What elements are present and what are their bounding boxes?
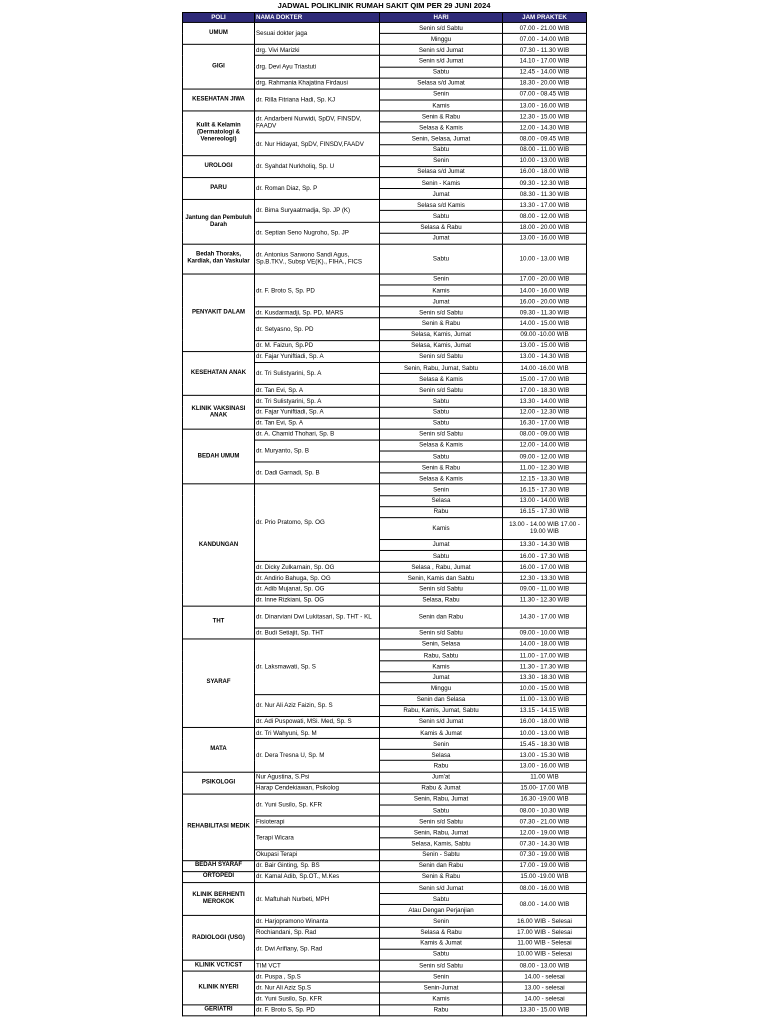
- day-cell: Selasa , Rabu, Jumat: [380, 562, 503, 573]
- doctor-cell: dr. F. Broto S, Sp. PD: [255, 1004, 380, 1015]
- time-cell: 09.00 -10.00 WIB: [503, 329, 587, 340]
- table-row: [183, 89, 587, 100]
- time-cell: 09.30 - 12.30 WIB: [503, 178, 587, 189]
- time-cell: 10.00 WIB - Selesai: [503, 949, 587, 960]
- poli-cell: KESEHATAN JIWA: [183, 89, 255, 111]
- day-cell: Kamis & Jumat: [380, 727, 503, 738]
- doctor-cell: dr. Bima Suryaatmadja, Sp. JP (K): [255, 200, 380, 222]
- day-cell: Rabu, Kamis, Jumat, Sabtu: [380, 705, 503, 716]
- doctor-cell: dr. Yuni Susilo, Sp. KFR: [255, 794, 380, 816]
- day-cell: Senin, Kamis dan Sabtu: [380, 573, 503, 584]
- time-cell: 08.00 - 10.30 WIB: [503, 805, 587, 816]
- poli-cell: PARU: [183, 178, 255, 200]
- day-cell: Selasa: [380, 750, 503, 761]
- table-row: [183, 639, 587, 650]
- time-cell: 14.00 - 18.00 WIB: [503, 639, 587, 650]
- time-cell: 14.00 - selesai: [503, 971, 587, 982]
- time-cell: 16.00 - 18.00 WIB: [503, 716, 587, 727]
- day-cell: Sabtu: [380, 407, 503, 418]
- page-title: JADWAL POLIKLINIK RUMAH SAKIT QIM PER 29 JUNI 2024: [277, 1, 491, 10]
- doctor-cell: drg. Rahmania Khajatina Firdausi: [255, 78, 380, 89]
- day-cell: Rabu: [380, 1004, 503, 1015]
- time-cell: 11.00 - 17.00 WIB: [503, 650, 587, 661]
- time-cell: 08.00 - 14.00 WIB: [503, 894, 587, 916]
- time-cell: 16.00 - 20.00 WIB: [503, 296, 587, 307]
- table-row: [183, 727, 587, 738]
- table-row: [183, 45, 587, 56]
- day-cell: Senin & Rabu: [380, 462, 503, 473]
- day-cell: Selasa & Kamis: [380, 440, 503, 451]
- time-cell: 15.00 - 17.00 WIB: [503, 374, 587, 385]
- poli-cell: BEDAH SYARAF: [183, 860, 255, 871]
- time-cell: 12.00 - 12.30 WIB: [503, 407, 587, 418]
- doctor-cell: Harap Cendekiawan, Psikolog: [255, 783, 380, 794]
- header-doctor: NAMA DOKTER: [255, 12, 380, 22]
- doctor-cell: Okupasi Terapi: [255, 849, 380, 860]
- doctor-cell: dr. Dinarviani Dwi Lukitasari, Sp. THT - KL: [255, 606, 380, 628]
- doctor-cell: dr. Tan Evi, Sp. A: [255, 418, 380, 429]
- day-cell: Selasa & Kamis: [380, 473, 503, 484]
- day-cell: Senin: [380, 739, 503, 750]
- doctor-cell: dr. Andarbeni Nurwidi, SpDV, FINSDV, FAADV: [255, 111, 380, 133]
- time-cell: 18.30 - 20.00 WIB: [503, 78, 587, 89]
- doctor-cell: dr. Tri Wahyuni, Sp. M: [255, 727, 380, 738]
- day-cell: Senin s/d Sabtu: [380, 22, 503, 33]
- time-cell: 17.00 - 20.00 WIB: [503, 274, 587, 285]
- table-row: [183, 178, 587, 189]
- header-row: [183, 12, 587, 22]
- time-cell: 13.00 - 15.30 WIB: [503, 750, 587, 761]
- poli-cell: KANDUNGAN: [183, 484, 255, 606]
- doctor-cell: dr. Roman Diaz, Sp. P: [255, 178, 380, 200]
- doctor-cell: Fisioterapi: [255, 816, 380, 827]
- doctor-cell: dr. Yuni Susilo, Sp. KFR: [255, 993, 380, 1004]
- day-cell: Senin dan Selasa: [380, 694, 503, 705]
- day-cell: Minggu: [380, 683, 503, 694]
- doctor-cell: Rochiandani, Sp. Rad: [255, 927, 380, 938]
- doctor-cell: dr. Adi Puspowati, MSi. Med, Sp. S: [255, 716, 380, 727]
- day-cell: Jumat: [380, 672, 503, 683]
- day-cell: Senin & Rabu: [380, 318, 503, 329]
- time-cell: 12.00 - 14.00 WIB: [503, 440, 587, 451]
- time-cell: 10.00 - 15.00 WIB: [503, 683, 587, 694]
- doctor-cell: dr. Tan Evi, Sp. A: [255, 385, 380, 396]
- day-cell: Kamis: [380, 100, 503, 111]
- poli-cell: MATA: [183, 727, 255, 771]
- day-cell: Senin s/d Sabtu: [380, 385, 503, 396]
- time-cell: 08.00 - 11.00 WIB: [503, 144, 587, 155]
- time-cell: 16.00 - 17.00 WIB: [503, 562, 587, 573]
- time-cell: 14.00 - selesai: [503, 993, 587, 1004]
- table-row: [183, 22, 587, 33]
- day-cell: Senin s/d Jumat: [380, 716, 503, 727]
- day-cell: Senin, Rabu, Jumat, Sabtu: [380, 362, 503, 373]
- day-cell: Sabtu: [380, 894, 503, 905]
- day-cell: Senin: [380, 155, 503, 166]
- time-cell: 13.00 - selesai: [503, 982, 587, 993]
- time-cell: 14.00 - 15.00 WIB: [503, 318, 587, 329]
- day-cell: Senin s/d Sabtu: [380, 960, 503, 971]
- header-poli: POLI: [183, 12, 255, 22]
- table-row: [183, 883, 587, 894]
- doctor-cell: dr. Nur Ali Aziz Sp.S: [255, 982, 380, 993]
- poli-cell: KLINIK BERHENTI MEROKOK: [183, 883, 255, 916]
- poli-cell: Kulit & Kelamin (Dermatologi & Venereologi): [183, 111, 255, 155]
- time-cell: 13.15 - 14.15 WIB: [503, 705, 587, 716]
- day-cell: Senin, Rabu, Jumat: [380, 794, 503, 805]
- doctor-cell: dr. A. Chamid Thohari, Sp. B: [255, 429, 380, 440]
- table-row: [183, 916, 587, 927]
- time-cell: 09.00 - 10.00 WIB: [503, 628, 587, 639]
- time-cell: 13.30 - 18.30 WIB: [503, 672, 587, 683]
- table-row: [183, 772, 587, 783]
- poli-cell: UROLOGI: [183, 155, 255, 177]
- doctor-cell: dr. Dwi Arifiany, Sp. Rad: [255, 938, 380, 960]
- poli-cell: GERIATRI: [183, 1004, 255, 1015]
- poli-cell: KESEHATAN ANAK: [183, 351, 255, 395]
- time-cell: 12.30 - 13.30 WIB: [503, 573, 587, 584]
- table-row: [183, 200, 587, 211]
- doctor-cell: dr. Prio Pratomo, Sp. OG: [255, 484, 380, 561]
- doctor-cell: dr. Antonius Sarwono Sandi Agus, Sp.B.TKV., Subsp VE(K)., FIHA., FICS: [255, 244, 380, 274]
- day-cell: Senin: [380, 971, 503, 982]
- doctor-cell: dr. Puspa , Sp.S: [255, 971, 380, 982]
- time-cell: 08.00 - 12.00 WIB: [503, 211, 587, 222]
- time-cell: 12.45 - 14.00 WIB: [503, 67, 587, 78]
- time-cell: 09.30 - 11.30 WIB: [503, 307, 587, 318]
- table-row: [183, 960, 587, 971]
- day-cell: Kamis & Jumat: [380, 938, 503, 949]
- day-cell: Senin & Rabu: [380, 111, 503, 122]
- time-cell: 11.00 - 13.00 WIB: [503, 694, 587, 705]
- doctor-cell: dr. Budi Setiajit, Sp. THT: [255, 628, 380, 639]
- time-cell: 07.00 - 21.00 WIB: [503, 22, 587, 33]
- table-row: [183, 155, 587, 166]
- table-row: [183, 244, 587, 274]
- day-cell: Senin s/d Jumat: [380, 883, 503, 894]
- time-cell: 13.30 - 14.30 WIB: [503, 539, 587, 550]
- doctor-cell: dr. Harjopramono Winanta: [255, 916, 380, 927]
- day-cell: Sabtu: [380, 418, 503, 429]
- time-cell: 15.00 -19.00 WIB: [503, 871, 587, 882]
- time-cell: 10.00 - 13.00 WIB: [503, 727, 587, 738]
- table-row: [183, 111, 587, 122]
- day-cell: Selasa s/d Jumat: [380, 166, 503, 177]
- time-cell: 14.00 - 16.00 WIB: [503, 285, 587, 296]
- time-cell: 13.00 - 16.00 WIB: [503, 233, 587, 244]
- day-cell: Sabtu: [380, 244, 503, 274]
- day-cell: Senin, Rabu, Jumat: [380, 827, 503, 838]
- day-cell: Sabtu: [380, 396, 503, 407]
- time-cell: 10.00 - 13.00 WIB: [503, 244, 587, 274]
- poli-cell: RADIOLOGI (USG): [183, 916, 255, 960]
- time-cell: 13.00 - 14.00 WIB: [503, 495, 587, 506]
- day-cell: Sabtu: [380, 211, 503, 222]
- day-cell: Jumat: [380, 233, 503, 244]
- time-cell: 16.00 - 17.30 WIB: [503, 551, 587, 562]
- day-cell: Senin: [380, 274, 503, 285]
- time-cell: 16.15 - 17.30 WIB: [503, 484, 587, 495]
- doctor-cell: dr. Fajar Yuniftiadi, Sp. A: [255, 407, 380, 418]
- doctor-cell: dr. Muryanto, Sp. B: [255, 440, 380, 462]
- time-cell: 17.00 WIB - Selesai: [503, 927, 587, 938]
- doctor-cell: dr. Dadi Garnadi, Sp. B: [255, 462, 380, 484]
- day-cell: Kamis: [380, 518, 503, 540]
- time-cell: 08.00 - 09.45 WIB: [503, 133, 587, 144]
- doctor-cell: dr. Kusdarmadji, Sp. PD, MARS: [255, 307, 380, 318]
- time-cell: 16.15 - 17.30 WIB: [503, 506, 587, 517]
- day-cell: Senin s/d Sabtu: [380, 584, 503, 595]
- day-cell: Kamis: [380, 285, 503, 296]
- poli-cell: KLINIK VCT/CST: [183, 960, 255, 971]
- table-header: [183, 12, 587, 22]
- doctor-cell: dr. Maftuhah Nurbeti, MPH: [255, 883, 380, 916]
- doctor-cell: TIM VCT: [255, 960, 380, 971]
- day-cell: Jumat: [380, 539, 503, 550]
- time-cell: 11.30 - 17.30 WIB: [503, 661, 587, 672]
- day-cell: Sabtu: [380, 144, 503, 155]
- time-cell: 15.00- 17.00 WIB: [503, 783, 587, 794]
- time-cell: 13.30 - 14.00 WIB: [503, 396, 587, 407]
- table-row: [183, 429, 587, 440]
- day-cell: Selasa & Rabu: [380, 222, 503, 233]
- time-cell: 16.30 - 17.00 WIB: [503, 418, 587, 429]
- day-cell: Senin dan Rabu: [380, 860, 503, 871]
- schedule-table: [182, 12, 587, 1016]
- table-row: [183, 860, 587, 871]
- doctor-cell: dr. Syahdat Nurkholiq, Sp. U: [255, 155, 380, 177]
- time-cell: 13.30 - 15.00 WIB: [503, 1004, 587, 1015]
- time-cell: 12.30 - 15.00 WIB: [503, 111, 587, 122]
- time-cell: 13.00 - 16.00 WIB: [503, 761, 587, 772]
- table-row: [183, 484, 587, 495]
- doctor-cell: dr. F. Broto S, Sp. PD: [255, 274, 380, 307]
- doctor-cell: Terapi Wicara: [255, 827, 380, 849]
- doctor-cell: dr. Nur Ali Aziz Faizin, Sp. S: [255, 694, 380, 716]
- poli-cell: Jantung dan Pembuluh Darah: [183, 200, 255, 244]
- day-cell: Senin s/d Jumat: [380, 56, 503, 67]
- day-cell: Sabtu: [380, 67, 503, 78]
- day-cell: Sabtu: [380, 949, 503, 960]
- time-cell: 09.00 - 12.00 WIB: [503, 451, 587, 462]
- day-cell: Senin & Rabu: [380, 871, 503, 882]
- time-cell: 08.00 - 09.00 WIB: [503, 429, 587, 440]
- time-cell: 14.00 -16.00 WIB: [503, 362, 587, 373]
- time-cell: 07.30 - 11.30 WIB: [503, 45, 587, 56]
- time-cell: 07.30 - 19.00 WIB: [503, 849, 587, 860]
- table-row: [183, 871, 587, 882]
- day-cell: Senin dan Rabu: [380, 606, 503, 628]
- time-cell: 07.30 - 21.00 WIB: [503, 816, 587, 827]
- day-cell: Senin s/d Jumat: [380, 45, 503, 56]
- day-cell: Selasa, Rabu: [380, 595, 503, 606]
- day-cell: Senin: [380, 89, 503, 100]
- doctor-cell: Nur Agustina, S.Psi: [255, 772, 380, 783]
- day-cell: Jumat: [380, 296, 503, 307]
- time-cell: 08.00 - 16.00 WIB: [503, 883, 587, 894]
- time-cell: 13.00 - 15.00 WIB: [503, 340, 587, 351]
- doctor-cell: dr. Tri Sulistyarini, Sp. A: [255, 362, 380, 384]
- doctor-cell: dr. Dera Tresna U, Sp. M: [255, 739, 380, 772]
- day-cell: Senin, Selasa: [380, 639, 503, 650]
- table-row: [183, 351, 587, 362]
- day-cell: Kamis: [380, 993, 503, 1004]
- table-row: [183, 606, 587, 628]
- time-cell: 14.10 - 17.00 WIB: [503, 56, 587, 67]
- day-cell: Sabtu: [380, 551, 503, 562]
- doctor-cell: dr. Septian Seno Nugroho, Sp. JP: [255, 222, 380, 244]
- doctor-cell: dr. Fajar Yuniftiadi, Sp. A: [255, 351, 380, 362]
- doctor-cell: dr. Nur Hidayat, SpDV, FINSDV,FAADV: [255, 133, 380, 155]
- poli-cell: PENYAKIT DALAM: [183, 274, 255, 352]
- doctor-cell: dr. Andirio Bahuga, Sp. OG: [255, 573, 380, 584]
- poli-cell: SYARAF: [183, 639, 255, 728]
- table-row: [183, 274, 587, 285]
- day-cell: Senin: [380, 484, 503, 495]
- day-cell: Selasa s/d Jumat: [380, 78, 503, 89]
- time-cell: 11.00 - 12.30 WIB: [503, 462, 587, 473]
- table-row: [183, 971, 587, 982]
- doctor-cell: dr. Kamal Adib, Sp.OT., M.Kes: [255, 871, 380, 882]
- day-cell: Sabtu: [380, 805, 503, 816]
- day-cell: Selasa & Kamis: [380, 122, 503, 133]
- time-cell: 14.30 - 17.00 WIB: [503, 606, 587, 628]
- time-cell: 13.00 - 14.30 WIB: [503, 351, 587, 362]
- time-cell: 07.00 - 14.00 WIB: [503, 34, 587, 45]
- doctor-cell: dr. Adib Mujanat, Sp. OG: [255, 584, 380, 595]
- poli-cell: BEDAH UMUM: [183, 429, 255, 484]
- poli-cell: THT: [183, 606, 255, 639]
- time-cell: 12.00 - 14.30 WIB: [503, 122, 587, 133]
- day-cell: Senin, Selasa, Jumat: [380, 133, 503, 144]
- time-cell: 12.00 - 19.00 WIB: [503, 827, 587, 838]
- day-cell: Jumat: [380, 189, 503, 200]
- poli-cell: ORTOPEDI: [183, 871, 255, 882]
- time-cell: 13.30 - 17.00 WIB: [503, 200, 587, 211]
- time-cell: 17.00 - 18.30 WIB: [503, 385, 587, 396]
- poli-cell: REHABILITASI MEDIK: [183, 794, 255, 860]
- day-cell: Atau Dengan Perjanjian: [380, 905, 503, 916]
- day-cell: Senin-Jumat: [380, 982, 503, 993]
- time-cell: 16.00 WIB - Selesai: [503, 916, 587, 927]
- time-cell: 13.00 - 16.00 WIB: [503, 100, 587, 111]
- day-cell: Rabu, Sabtu: [380, 650, 503, 661]
- day-cell: Selasa s/d Kamis: [380, 200, 503, 211]
- day-cell: Senin s/d Sabtu: [380, 351, 503, 362]
- time-cell: 16.30 -19.00 WIB: [503, 794, 587, 805]
- doctor-cell: drg. Devi Ayu Triastuti: [255, 56, 380, 78]
- time-cell: 11.00 WIB: [503, 772, 587, 783]
- poli-cell: KLINIK VAKSINASI ANAK: [183, 396, 255, 429]
- doctor-cell: dr. Dicky Zulkarnain, Sp. OG: [255, 562, 380, 573]
- doctor-cell: dr. Bair Ginting, Sp. BS: [255, 860, 380, 871]
- day-cell: Jum'at: [380, 772, 503, 783]
- poli-cell: GIGI: [183, 45, 255, 89]
- time-cell: 12.15 - 13.30 WIB: [503, 473, 587, 484]
- time-cell: 11.30 - 12.30 WIB: [503, 595, 587, 606]
- doctor-cell: dr. Setyasno, Sp. PD: [255, 318, 380, 340]
- day-cell: Senin s/d Sabtu: [380, 628, 503, 639]
- time-cell: 10.00 - 13.00 WIB: [503, 155, 587, 166]
- time-cell: 11.00 WIB - Selesai: [503, 938, 587, 949]
- header-time: JAM PRAKTEK: [503, 12, 587, 22]
- doctor-cell: dr. Tri Sulistyarini, Sp. A: [255, 396, 380, 407]
- day-cell: Senin s/d Sabtu: [380, 429, 503, 440]
- table-row: [183, 396, 587, 407]
- doctor-cell: dr. Rilla Fitriana Hadi, Sp. KJ: [255, 89, 380, 111]
- time-cell: 07.00 - 08.45 WIB: [503, 89, 587, 100]
- doctor-cell: dr. Inne Rizkiani, Sp. OG: [255, 595, 380, 606]
- day-cell: Minggu: [380, 34, 503, 45]
- time-cell: 13.00 - 14.00 WIB 17.00 - 19.00 WIB: [503, 518, 587, 540]
- table-row: [183, 1004, 587, 1015]
- poli-cell: Bedah Thoraks, Kardiak, dan Vaskular: [183, 244, 255, 274]
- time-cell: 16.00 - 18.00 WIB: [503, 166, 587, 177]
- doctor-cell: Sesuai dokter jaga: [255, 22, 380, 44]
- day-cell: Selasa, Kamis, Sabtu: [380, 838, 503, 849]
- day-cell: Senin - Kamis: [380, 178, 503, 189]
- time-cell: 17.00 - 19.00 WIB: [503, 860, 587, 871]
- time-cell: 08.30 - 11.30 WIB: [503, 189, 587, 200]
- doctor-cell: dr. Laksmawati, Sp. S: [255, 639, 380, 694]
- time-cell: 18.00 - 20.00 WIB: [503, 222, 587, 233]
- table-row: [183, 794, 587, 805]
- day-cell: Sabtu: [380, 451, 503, 462]
- time-cell: 09.00 - 11.00 WIB: [503, 584, 587, 595]
- doctor-cell: dr. M. Faizun, Sp.PD: [255, 340, 380, 351]
- day-cell: Rabu: [380, 761, 503, 772]
- time-cell: 08.00 - 13.00 WIB: [503, 960, 587, 971]
- time-cell: 15.45 - 18.30 WIB: [503, 739, 587, 750]
- day-cell: Senin: [380, 916, 503, 927]
- poli-cell: KLINIK NYERI: [183, 971, 255, 1004]
- day-cell: Senin - Sabtu: [380, 849, 503, 860]
- day-cell: Selasa: [380, 495, 503, 506]
- day-cell: Senin s/d Sabtu: [380, 816, 503, 827]
- time-cell: 07.30 - 14.30 WIB: [503, 838, 587, 849]
- header-day: HARI: [380, 12, 503, 22]
- day-cell: Selasa & Rabu: [380, 927, 503, 938]
- day-cell: Selasa & Kamis: [380, 374, 503, 385]
- day-cell: Senin s/d Sabtu: [380, 307, 503, 318]
- poli-cell: PSIKOLOGI: [183, 772, 255, 794]
- doctor-cell: drg. Vivi Marizki: [255, 45, 380, 56]
- day-cell: Selasa, Kamis, Jumat: [380, 340, 503, 351]
- day-cell: Rabu: [380, 506, 503, 517]
- poli-cell: UMUM: [183, 22, 255, 44]
- table-body: [183, 22, 587, 1015]
- day-cell: Rabu & Jumat: [380, 783, 503, 794]
- day-cell: Selasa, Kamis, Jumat: [380, 329, 503, 340]
- day-cell: Kamis: [380, 661, 503, 672]
